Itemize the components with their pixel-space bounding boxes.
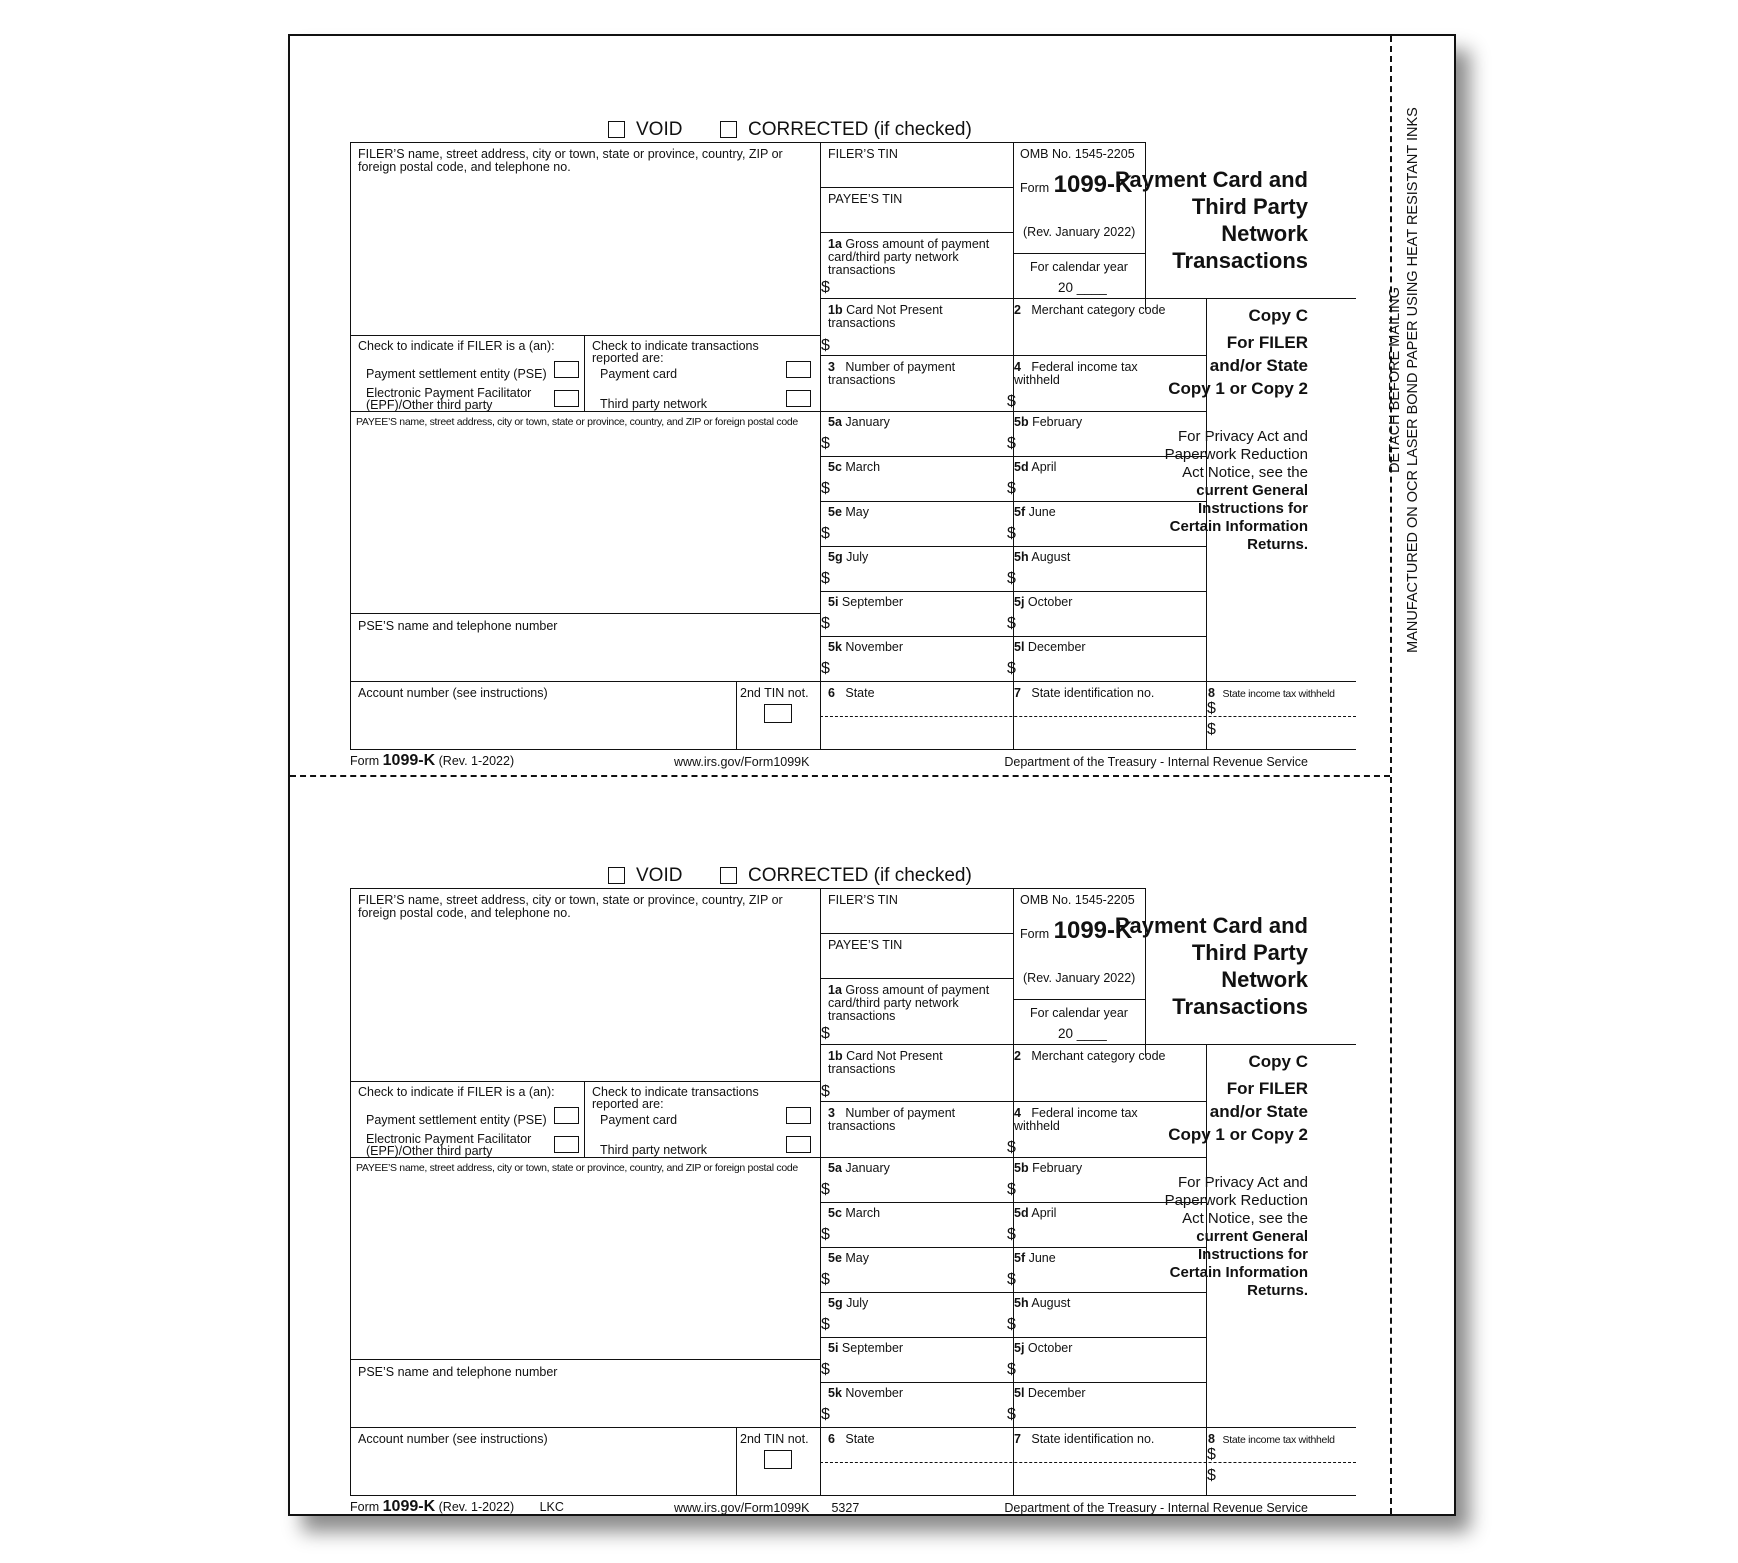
box-8-dollar-2: $ — [1207, 1467, 1216, 1484]
corrected-label: CORRECTED (if checked) — [748, 865, 972, 886]
footer-url: www.irs.gov/Form1099K — [674, 755, 810, 769]
box-2-label: 2 Merchant category code — [1014, 1049, 1166, 1063]
box-8-label: 8 State income tax withheld — [1208, 1432, 1335, 1446]
form-number: 1099-K — [1053, 917, 1133, 944]
and-state-label: and/or State — [1209, 356, 1308, 375]
box-5k-label: 5k November — [828, 1386, 904, 1400]
box-5i-label: 5i September — [828, 595, 904, 609]
form-1099k-bottom — [290, 822, 1410, 1515]
box-5c-label: 5c March — [828, 460, 881, 474]
box-5j-dollar: $ — [1007, 1361, 1016, 1378]
box-1a-dollar: $ — [821, 279, 830, 296]
third-party-checkbox[interactable] — [786, 390, 811, 407]
epf-label: Electronic Payment Facilitator (EPF)/Other third party — [366, 386, 532, 412]
privacy-notice: For Privacy Act and Paperwork Reduction Act Notice, see the current General Instructions for Certain Information Returns. — [1164, 1174, 1308, 1299]
box-5h-label: 5h August — [1014, 1296, 1071, 1310]
payee-name-label: PAYEE’S name, street address, city or town, state or province, country, and ZIP or foreign postal code — [356, 1162, 798, 1174]
box-8-dollar-1: $ — [1207, 1446, 1216, 1463]
payee-tin-label: PAYEE’S TIN — [828, 938, 903, 952]
box-5i-dollar: $ — [821, 1361, 830, 1378]
box-5a-dollar: $ — [821, 1181, 830, 1198]
calendar-year-field[interactable]: 20 ____ — [1058, 1026, 1107, 1041]
second-tin-label: 2nd TIN not. — [740, 686, 809, 700]
filer-type-label: Check to indicate if FILER is a (an): — [358, 1085, 555, 1099]
copy-c-label: Copy C — [1248, 306, 1308, 325]
box-5k-dollar: $ — [821, 660, 830, 677]
third-party-checkbox[interactable] — [786, 1136, 811, 1153]
box-7-label: 7 State identification no. — [1014, 1432, 1155, 1446]
revision-date: (Rev. January 2022) — [1023, 971, 1136, 985]
box-5e-dollar: $ — [821, 1271, 830, 1288]
box-5k-label: 5k November — [828, 640, 904, 654]
pse-name-field[interactable] — [352, 1382, 818, 1424]
box-7-label: 7 State identification no. — [1014, 686, 1155, 700]
box-5l-dollar: $ — [1007, 660, 1016, 677]
transaction-type-label: Check to indicate transactions reported are: — [592, 1085, 759, 1111]
box-5j-label: 5j October — [1014, 1341, 1073, 1355]
box-5b-label: 5b February — [1014, 415, 1083, 429]
box-5g-label: 5g July — [828, 550, 869, 564]
payee-name-label: PAYEE’S name, street address, city or town, state or province, country, and ZIP or foreign postal code — [356, 416, 798, 428]
footer-form-id: Form 1099-K (Rev. 1-2022) LKC — [350, 1498, 564, 1515]
box-5l-label: 5l December — [1014, 1386, 1086, 1400]
void-label: VOID — [636, 119, 683, 140]
payment-card-label: Payment card — [600, 1113, 678, 1127]
box-5i-label: 5i September — [828, 1341, 904, 1355]
paper-note: MANUFACTURED ON OCR LASER BOND PAPER USING HEAT RESISTANT INKS — [1405, 107, 1421, 653]
payment-card-checkbox[interactable] — [786, 1107, 811, 1124]
box-5e-label: 5e May — [828, 505, 870, 519]
and-state-label: and/or State — [1209, 1102, 1308, 1121]
second-tin-checkbox[interactable] — [764, 1450, 792, 1469]
box-8-dollar-1: $ — [1207, 700, 1216, 717]
pse-checkbox[interactable] — [554, 361, 579, 378]
box-4-label: 4 Federal income tax withheld — [1014, 360, 1138, 387]
account-number-field[interactable] — [352, 702, 734, 747]
box-5e-label: 5e May — [828, 1251, 870, 1265]
for-filer-label: For FILER — [1226, 1079, 1308, 1098]
box-5k-dollar: $ — [821, 1406, 830, 1423]
detach-horizontal-line — [290, 775, 1390, 777]
box-1b-dollar: $ — [821, 1083, 830, 1100]
form-title: Payment Card and Third Party Network Transactions — [1114, 913, 1308, 1019]
box-5i-dollar: $ — [821, 615, 830, 632]
box-3-label: 3 Number of payment transactions — [828, 360, 956, 387]
box-1b-label: 1b Card Not Present transactions — [828, 1049, 943, 1076]
form-number: 1099-K — [1053, 171, 1133, 198]
filer-name-field[interactable] — [352, 176, 818, 332]
void-label: VOID — [636, 865, 683, 886]
box-4-label: 4 Federal income tax withheld — [1014, 1106, 1138, 1133]
box-5c-label: 5c March — [828, 1206, 881, 1220]
second-tin-checkbox[interactable] — [764, 704, 792, 723]
pse-name-field[interactable] — [352, 636, 818, 678]
calendar-year-label: For calendar year — [1030, 260, 1128, 274]
filer-name-label: FILER’S name, street address, city or town, state or province, country, ZIP or foreign postal code, and telephone no. — [358, 893, 783, 920]
calendar-year-field[interactable]: 20 ____ — [1058, 280, 1107, 295]
copy-1-or-2-label: Copy 1 or Copy 2 — [1168, 1125, 1308, 1144]
box-5g-dollar: $ — [821, 570, 830, 587]
box-5d-dollar: $ — [1007, 480, 1016, 497]
account-number-label: Account number (see instructions) — [358, 686, 548, 700]
footer-lkc: LKC — [539, 1500, 564, 1514]
box-5h-label: 5h August — [1014, 550, 1071, 564]
pse-label: Payment settlement entity (PSE) — [366, 1113, 547, 1127]
box-5c-dollar: $ — [821, 1226, 830, 1243]
box-5h-dollar: $ — [1007, 1316, 1016, 1333]
calendar-year-label: For calendar year — [1030, 1006, 1128, 1020]
epf-label: Electronic Payment Facilitator (EPF)/Other third party — [366, 1132, 532, 1158]
box-5g-label: 5g July — [828, 1296, 869, 1310]
footer-url: www.irs.gov/Form1099K 5327 — [674, 1501, 860, 1515]
corrected-label: CORRECTED (if checked) — [748, 119, 972, 140]
payee-name-field[interactable] — [352, 432, 818, 610]
epf-checkbox[interactable] — [554, 1136, 579, 1153]
copy-c-label: Copy C — [1248, 1052, 1308, 1071]
epf-checkbox[interactable] — [554, 390, 579, 407]
detach-label: DETACH BEFORE MAILING — [1387, 287, 1403, 473]
filer-type-label: Check to indicate if FILER is a (an): — [358, 339, 555, 353]
box-8-label: 8 State income tax withheld — [1208, 686, 1335, 700]
for-filer-label: For FILER — [1226, 333, 1308, 352]
box-5d-label: 5d April — [1014, 460, 1057, 474]
payment-card-checkbox[interactable] — [786, 361, 811, 378]
box-1b-dollar: $ — [821, 337, 830, 354]
copy-1-or-2-label: Copy 1 or Copy 2 — [1168, 379, 1308, 398]
box-5b-dollar: $ — [1007, 435, 1016, 452]
privacy-notice: For Privacy Act and Paperwork Reduction Act Notice, see the current General Instructions for Certain Information Returns. — [1164, 428, 1308, 553]
box-3-label: 3 Number of payment transactions — [828, 1106, 956, 1133]
box-5d-label: 5d April — [1014, 1206, 1057, 1220]
box-1b-label: 1b Card Not Present transactions — [828, 303, 943, 330]
box-5c-dollar: $ — [821, 480, 830, 497]
account-number-label: Account number (see instructions) — [358, 1432, 548, 1446]
box-5j-dollar: $ — [1007, 615, 1016, 632]
detach-instructions — [1386, 80, 1432, 680]
filer-tin-label: FILER’S TIN — [828, 893, 898, 907]
box-5a-label: 5a January — [828, 1161, 890, 1175]
box-8-dollar-2: $ — [1207, 721, 1216, 738]
revision-date: (Rev. January 2022) — [1023, 225, 1136, 239]
form-title: Payment Card and Third Party Network Transactions — [1114, 167, 1308, 273]
pse-label: Payment settlement entity (PSE) — [366, 367, 547, 381]
transaction-type-label: Check to indicate transactions reported are: — [592, 339, 759, 365]
box-5j-label: 5j October — [1014, 595, 1073, 609]
filer-tin-label: FILER’S TIN — [828, 147, 898, 161]
void-checkbox[interactable] — [608, 867, 625, 884]
filer-name-field[interactable] — [352, 922, 818, 1078]
form-word: Form — [1020, 181, 1050, 195]
filer-tin-field[interactable] — [822, 162, 1011, 185]
box-1a-dollar: $ — [821, 1025, 830, 1042]
void-checkbox[interactable] — [608, 121, 625, 138]
box-5f-dollar: $ — [1007, 1271, 1016, 1288]
box-5a-label: 5a January — [828, 415, 890, 429]
payee-tin-field[interactable] — [822, 953, 1011, 976]
footer-department: Department of the Treasury - Internal Revenue Service — [1004, 1501, 1308, 1515]
third-party-label: Third party network — [600, 397, 707, 411]
box-5g-dollar: $ — [821, 1316, 830, 1333]
box-5f-label: 5f June — [1014, 1251, 1056, 1265]
box-5b-label: 5b February — [1014, 1161, 1083, 1175]
box-5f-dollar: $ — [1007, 525, 1016, 542]
payment-card-label: Payment card — [600, 367, 678, 381]
corrected-checkbox[interactable] — [720, 867, 737, 884]
box-5f-label: 5f June — [1014, 505, 1056, 519]
footer-code: 5327 — [831, 1501, 860, 1515]
box-5b-dollar: $ — [1007, 1181, 1016, 1198]
box-4-dollar: $ — [1007, 393, 1016, 410]
omb-number: OMB No. 1545-2205 — [1020, 147, 1135, 161]
form-word: Form — [1020, 927, 1050, 941]
corrected-checkbox[interactable] — [720, 121, 737, 138]
filer-tin-field[interactable] — [822, 908, 1011, 931]
omb-number: OMB No. 1545-2205 — [1020, 893, 1135, 907]
third-party-label: Third party network — [600, 1143, 707, 1157]
footer-department: Department of the Treasury - Internal Revenue Service — [1004, 755, 1308, 769]
second-tin-label: 2nd TIN not. — [740, 1432, 809, 1446]
pse-name-label: PSE’S name and telephone number — [358, 619, 558, 633]
box-1a-label: 1a Gross amount of payment card/third party network transactions — [828, 983, 990, 1023]
box-5l-label: 5l December — [1014, 640, 1086, 654]
form-sheet — [288, 34, 1456, 1516]
payee-tin-label: PAYEE’S TIN — [828, 192, 903, 206]
box-2-label: 2 Merchant category code — [1014, 303, 1166, 317]
box-5d-dollar: $ — [1007, 1226, 1016, 1243]
filer-name-label: FILER’S name, street address, city or town, state or province, country, ZIP or foreign postal code, and telephone no. — [358, 147, 783, 174]
form-1099k-top — [290, 76, 1410, 769]
footer-form-id: Form 1099-K (Rev. 1-2022) — [350, 752, 515, 769]
box-4-dollar: $ — [1007, 1139, 1016, 1156]
payee-name-field[interactable] — [352, 1178, 818, 1356]
box-6-label: 6 State — [828, 1432, 875, 1446]
account-number-field[interactable] — [352, 1448, 734, 1493]
box-5l-dollar: $ — [1007, 1406, 1016, 1423]
box-5h-dollar: $ — [1007, 570, 1016, 587]
payee-tin-field[interactable] — [822, 207, 1011, 230]
box-5a-dollar: $ — [821, 435, 830, 452]
pse-checkbox[interactable] — [554, 1107, 579, 1124]
box-6-label: 6 State — [828, 686, 875, 700]
box-5e-dollar: $ — [821, 525, 830, 542]
box-1a-label: 1a Gross amount of payment card/third party network transactions — [828, 237, 990, 277]
pse-name-label: PSE’S name and telephone number — [358, 1365, 558, 1379]
